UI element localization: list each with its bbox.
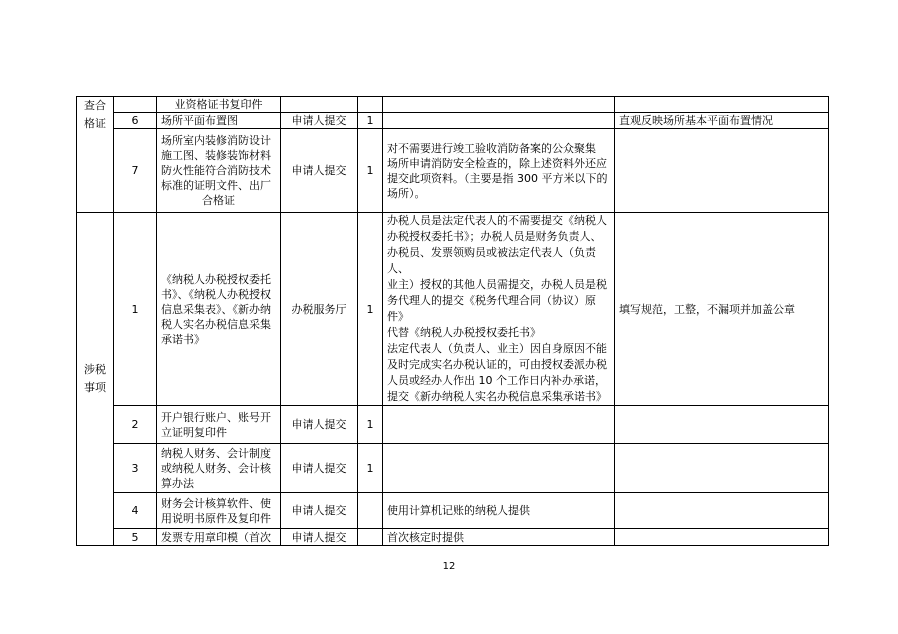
category-line: 查合 <box>84 99 106 112</box>
row-number: 3 <box>114 444 157 493</box>
submitter-cell <box>281 97 358 113</box>
note-cell <box>615 493 829 529</box>
requirement-line: 办税人员是法定代表人的不需要提交《纳税人 <box>387 214 607 227</box>
material-cell: 业资格证书复印件 <box>157 97 281 113</box>
note-cell <box>615 529 829 546</box>
row-number: 5 <box>114 529 157 546</box>
material-line: 书》、《纳税人办税授权 <box>161 287 271 301</box>
table-row <box>77 529 829 546</box>
material-cell: 场所平面布置图 <box>157 113 281 129</box>
count-cell: 1 <box>358 129 383 213</box>
note-cell <box>615 406 829 444</box>
requirement-line: 办税授权委托书》；办税人员是财务负责人、 <box>387 230 602 243</box>
requirement-cell <box>383 444 615 493</box>
material-line: 合格证 <box>202 194 235 207</box>
table-row <box>77 113 829 129</box>
materials-table <box>76 96 829 546</box>
material-line: 信息采集表》、《新办纳 <box>161 302 271 316</box>
note-cell: 填写规范，工整，不漏项并加盖公章 <box>615 213 829 406</box>
requirement-cell <box>383 406 615 444</box>
material-line: 标准的证明文件、出厂 <box>161 179 271 192</box>
requirement-line: 提交此项资料。（主要是指 300 平方米以下的 <box>387 171 608 185</box>
category-line: 格证 <box>84 117 106 130</box>
material-line: 防火性能符合消防技术 <box>161 164 271 177</box>
requirement-cell: 首次核定时提供 <box>383 529 615 546</box>
requirement-cell: 使用计算机记账的纳税人提供 <box>383 493 615 529</box>
category-line: 涉税 <box>84 363 106 376</box>
count-cell: 1 <box>358 444 383 493</box>
requirement-cell <box>383 113 615 129</box>
requirement-line: 办税员、发票领购员或被法定代表人（负责人、 <box>387 246 596 275</box>
requirement-line: 及时完成实名办税认证的，可由授权委派办税 <box>387 358 607 371</box>
requirement-line: 法定代表人（负责人、业主）因自身原因不能 <box>387 342 607 355</box>
material-line: 或纳税人财务、会计核 <box>161 461 271 475</box>
material-cell: 发票专用章印模（首次 <box>157 529 281 546</box>
material-cell <box>157 129 281 213</box>
note-cell <box>615 97 829 113</box>
count-cell: 1 <box>358 406 383 444</box>
submitter-cell: 申请人提交 <box>281 113 358 129</box>
category-line: 事项 <box>84 381 106 394</box>
submitter-cell: 申请人提交 <box>281 444 358 493</box>
submitter-cell: 申请人提交 <box>281 129 358 213</box>
count-cell: 1 <box>358 213 383 406</box>
material-line: 立证明复印件 <box>161 425 227 439</box>
material-line: 《纳税人办税授权委托 <box>161 272 271 286</box>
table-row <box>77 493 829 529</box>
note-cell <box>615 129 829 213</box>
requirement-line: 提交《新办纳税人实名办税信息采集承诺书》 <box>387 390 607 403</box>
material-cell <box>157 444 281 493</box>
requirement-line: 场所）。 <box>387 186 426 200</box>
category-cell <box>77 97 114 213</box>
requirement-cell <box>383 213 615 406</box>
table-row <box>77 97 829 113</box>
submitter-cell: 申请人提交 <box>281 529 358 546</box>
row-number: 2 <box>114 406 157 444</box>
page-number: 12 <box>442 561 456 572</box>
material-line: 用说明书原件及复印件 <box>161 511 271 525</box>
material-line: 税人实名办税信息采集 <box>161 317 271 331</box>
note-cell <box>615 444 829 493</box>
row-number: 4 <box>114 493 157 529</box>
count-cell <box>358 529 383 546</box>
requirement-line: 业主）授权的其他人员需提交，办税人员是税 <box>387 278 607 291</box>
requirement-line: 人员或经办人作出 10 个工作日内补办承诺， <box>387 374 606 387</box>
material-line: 纳税人财务、会计制度 <box>161 446 271 460</box>
submitter-cell: 办税服务厅 <box>281 213 358 406</box>
material-line: 开户银行账户、账号开 <box>161 410 271 424</box>
submitter-cell: 申请人提交 <box>281 493 358 529</box>
count-cell: 1 <box>358 113 383 129</box>
requirement-cell <box>383 129 615 213</box>
table-row <box>77 213 829 406</box>
material-line: 财务会计核算软件、使 <box>161 496 271 510</box>
material-line: 场所室内装修消防设计 <box>161 134 271 147</box>
material-cell <box>157 406 281 444</box>
note-cell: 直观反映场所基本平面布置情况 <box>615 113 829 129</box>
row-number: 1 <box>114 213 157 406</box>
material-line: 施工图、装修装饰材料 <box>161 149 271 162</box>
table-row <box>77 406 829 444</box>
table-row <box>77 129 829 213</box>
row-number <box>114 97 157 113</box>
count-cell <box>358 97 383 113</box>
material-cell <box>157 213 281 406</box>
table-row <box>77 444 829 493</box>
requirement-line: 场所申请消防安全检查的，除上述资料外还应 <box>387 156 607 170</box>
submitter-cell: 申请人提交 <box>281 406 358 444</box>
count-cell <box>358 493 383 529</box>
requirement-line: 务代理人的提交《税务代理合同（协议）原件》 <box>387 294 596 323</box>
category-cell <box>77 213 114 546</box>
material-cell <box>157 493 281 529</box>
material-line: 算办法 <box>161 476 194 490</box>
row-number: 6 <box>114 113 157 129</box>
requirement-line: 对不需要进行竣工验收消防备案的公众聚集 <box>387 141 596 155</box>
requirement-cell <box>383 97 615 113</box>
material-line: 承诺书》 <box>161 332 205 346</box>
requirement-line: 代替《纳税人办税授权委托书》 <box>387 326 541 339</box>
row-number: 7 <box>114 129 157 213</box>
